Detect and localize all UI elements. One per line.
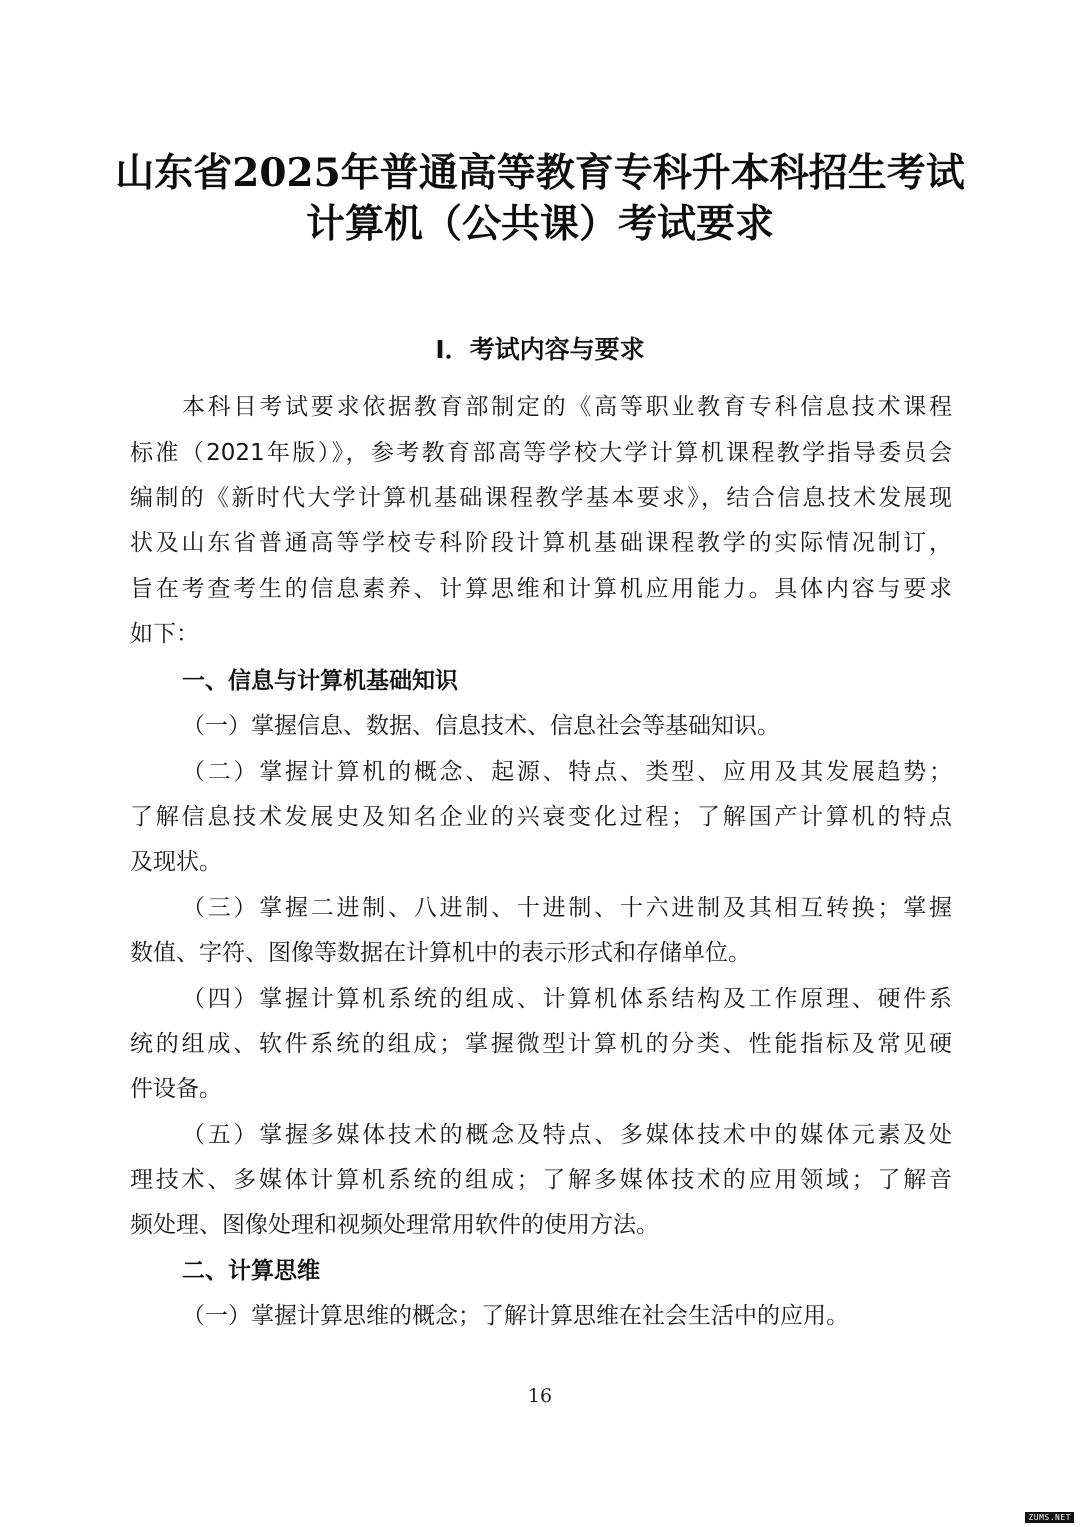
item2-line-1: （二）掌握计算机的概念、起源、特点、类型、应用及其发展趋势； — [182, 759, 952, 785]
item3-line-2: 数值、字符、图像等数据在计算机中的表示形式和存储单位。 — [130, 940, 751, 966]
intro-line-1: 本科目考试要求依据教育部制定的《高等职业教育专科信息技术课程 — [182, 394, 952, 420]
section-heading: Ⅰ．考试内容与要求 — [435, 335, 645, 364]
item5-line-1: （五）掌握多媒体技术的概念及特点、多媒体技术中的媒体元素及处 — [182, 1122, 952, 1148]
item5-line-2: 理技术、多媒体计算机系统的组成；了解多媒体技术的应用领域；了解音 — [130, 1167, 952, 1193]
document-title-line-1: 山东省2025年普通高等教育专科升本科招生考试 — [115, 150, 965, 196]
part2-item1-line-1: （一）掌握计算思维的概念；了解计算思维在社会生活中的应用。 — [182, 1303, 849, 1329]
intro-line-6: 如下： — [130, 621, 199, 647]
watermark-badge: ZUMS.NET — [1025, 1512, 1074, 1523]
item2-line-3: 及现状。 — [130, 849, 222, 875]
item5-line-3: 频处理、图像处理和视频处理常用软件的使用方法。 — [130, 1212, 659, 1238]
intro-line-2: 标准（2021年版）》，参考教育部高等学校大学计算机课程教学指导委员会 — [130, 440, 952, 466]
intro-line-5: 旨在考查考生的信息素养、计算思维和计算机应用能力。具体内容与要求 — [130, 576, 952, 602]
intro-line-3: 编制的《新时代大学计算机基础课程教学基本要求》，结合信息技术发展现 — [130, 485, 952, 511]
part2-heading: 二、计算思维 — [182, 1258, 320, 1284]
part1-heading: 一、信息与计算机基础知识 — [182, 668, 458, 694]
item4-line-2: 统的组成、软件系统的组成；掌握微型计算机的分类、性能指标及常见硬 — [130, 1031, 952, 1057]
intro-line-4: 状及山东省普通高等学校专科阶段计算机基础课程教学的实际情况制订， — [130, 530, 952, 556]
document-title-line-2: 计算机（公共课）考试要求 — [305, 201, 774, 247]
item4-line-3: 件设备。 — [130, 1076, 222, 1102]
page-number: 16 — [527, 1385, 553, 1407]
item3-line-1: （三）掌握二进制、八进制、十进制、十六进制及其相互转换；掌握 — [182, 895, 952, 921]
item2-line-2: 了解信息技术发展史及知名企业的兴衰变化过程；了解国产计算机的特点 — [130, 804, 952, 830]
item1-line-1: （一）掌握信息、数据、信息技术、信息社会等基础知识。 — [182, 713, 780, 739]
item4-line-1: （四）掌握计算机系统的组成、计算机体系结构及工作原理、硬件系 — [182, 986, 952, 1012]
